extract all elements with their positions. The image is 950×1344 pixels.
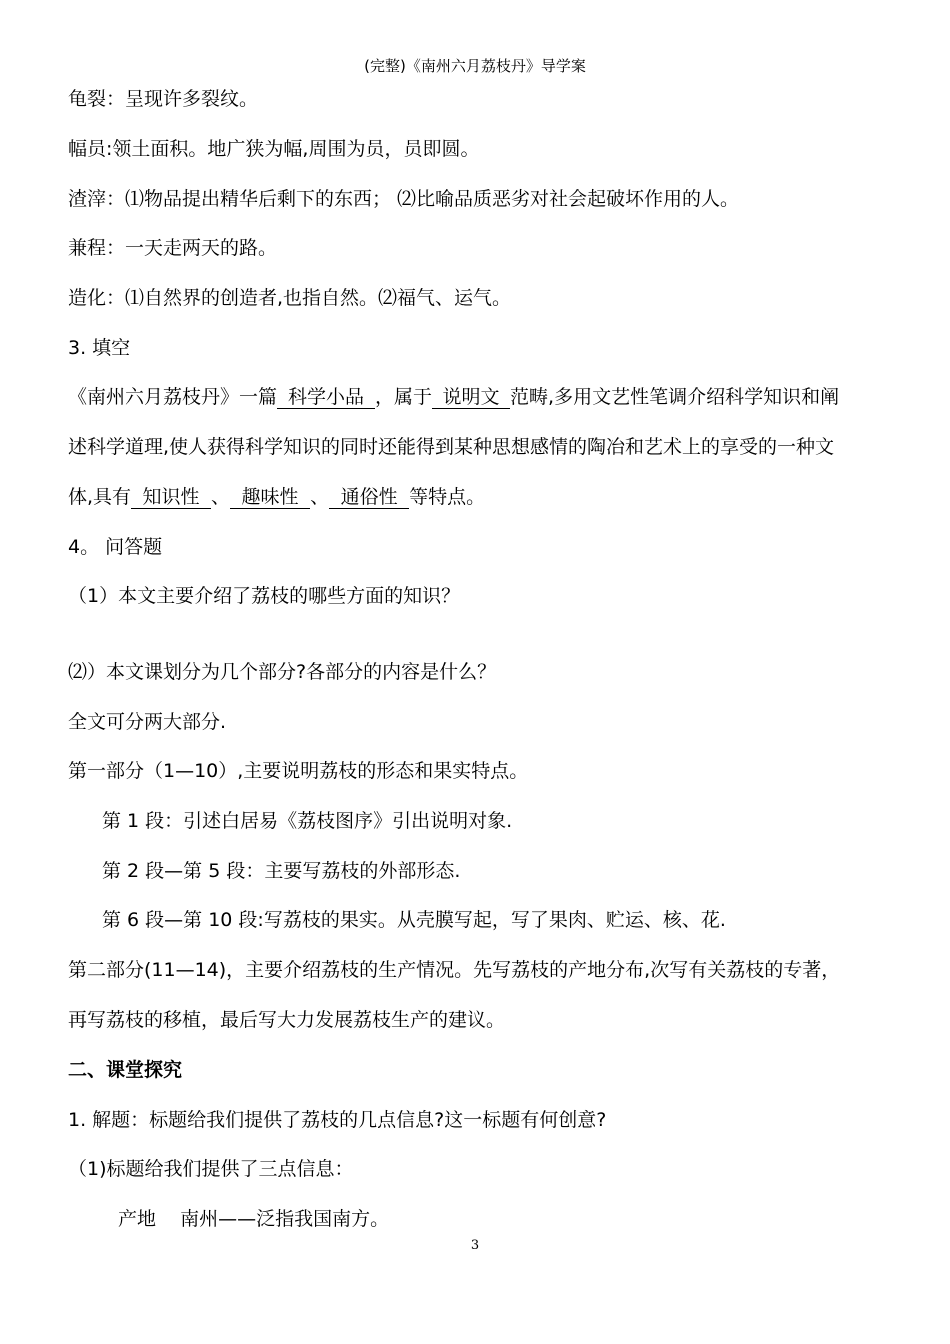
answer-paragraph: 第 1 段：引述白居易《荔枝图序》引出说明对象.: [102, 810, 513, 832]
text-segment: 《南州六月荔枝丹》一篇: [68, 386, 278, 408]
section-heading-qa: 4。 问答题: [68, 536, 163, 558]
answer-paragraph: 第 6 段—第 10 段:写荔枝的果实。从壳膜写起，写了果肉、贮运、核、花.: [102, 909, 726, 931]
answer-part-1: 第一部分（1—10）,主要说明荔枝的形态和果实特点。: [68, 760, 529, 782]
fill-blank-line-1: [68, 385, 839, 409]
blank-answer: 科学小品: [277, 386, 375, 409]
vocab-item: 幅员:领土面积。地广狭为幅,周围为员，员即圆。: [68, 138, 480, 160]
answer-paragraph: 第 2 段—第 5 段：主要写荔枝的外部形态.: [102, 860, 461, 882]
vocab-item: 渣滓：⑴物品提出精华后剩下的东西； ⑵比喻品质恶劣对社会起破坏作用的人。: [68, 188, 740, 210]
inquiry-subheading: （1)标题给我们提供了三点信息：: [68, 1158, 354, 1180]
page-number: 3: [470, 1238, 480, 1253]
fill-blank-line-2: 述科学道理,使人获得科学知识的同时还能得到某种思想感情的陶冶和艺术上的享受的一种文: [68, 436, 835, 458]
text-segment: 范畴,多用文艺性笔调介绍科学知识和阐: [510, 386, 840, 408]
vocab-item: 龟裂：呈现许多裂纹。: [68, 88, 259, 110]
text-segment: ，属于: [375, 386, 433, 408]
blank-answer: 说明文: [432, 386, 510, 409]
blank-answer: 通俗性: [329, 486, 409, 509]
answer-part-2: 第二部分(11—14)，主要介绍荔枝的生产情况。先写荔枝的产地分布,次写有关荔枝的专著，: [68, 959, 841, 981]
blank-answer: 知识性: [131, 486, 211, 509]
question-1: （1）本文主要介绍了荔枝的哪些方面的知识？: [68, 585, 461, 607]
page-header: (完整)《南州六月荔枝丹》导学案: [364, 57, 586, 75]
inquiry-item: 产地 南州——泛指我国南方。: [118, 1208, 390, 1230]
text-segment: 、: [211, 486, 231, 508]
inquiry-question-1: 1. 解题：标题给我们提供了荔枝的几点信息?这一标题有何创意?: [68, 1109, 607, 1131]
text-segment: 体,具有: [68, 486, 132, 508]
question-2: ⑵）本文课划分为几个部分?各部分的内容是什么？: [68, 661, 497, 683]
fill-blank-line-3: [68, 485, 485, 509]
vocab-item: 兼程：一天走两天的路。: [68, 237, 278, 259]
blank-answer: 趣味性: [230, 486, 310, 509]
answer-part-2-cont: 再写荔枝的移植，最后写大力发展荔枝生产的建议。: [68, 1009, 506, 1031]
section-heading-fill-blank: 3. 填空: [68, 337, 131, 359]
text-segment: 、: [310, 486, 330, 508]
vocab-item: 造化：⑴自然界的创造者,也指自然。⑵福气、运气。: [68, 287, 512, 309]
answer-intro: 全文可分两大部分.: [68, 711, 227, 733]
section-heading-class-inquiry: 二、课堂探究: [68, 1059, 183, 1081]
text-segment: 等特点。: [409, 486, 486, 508]
